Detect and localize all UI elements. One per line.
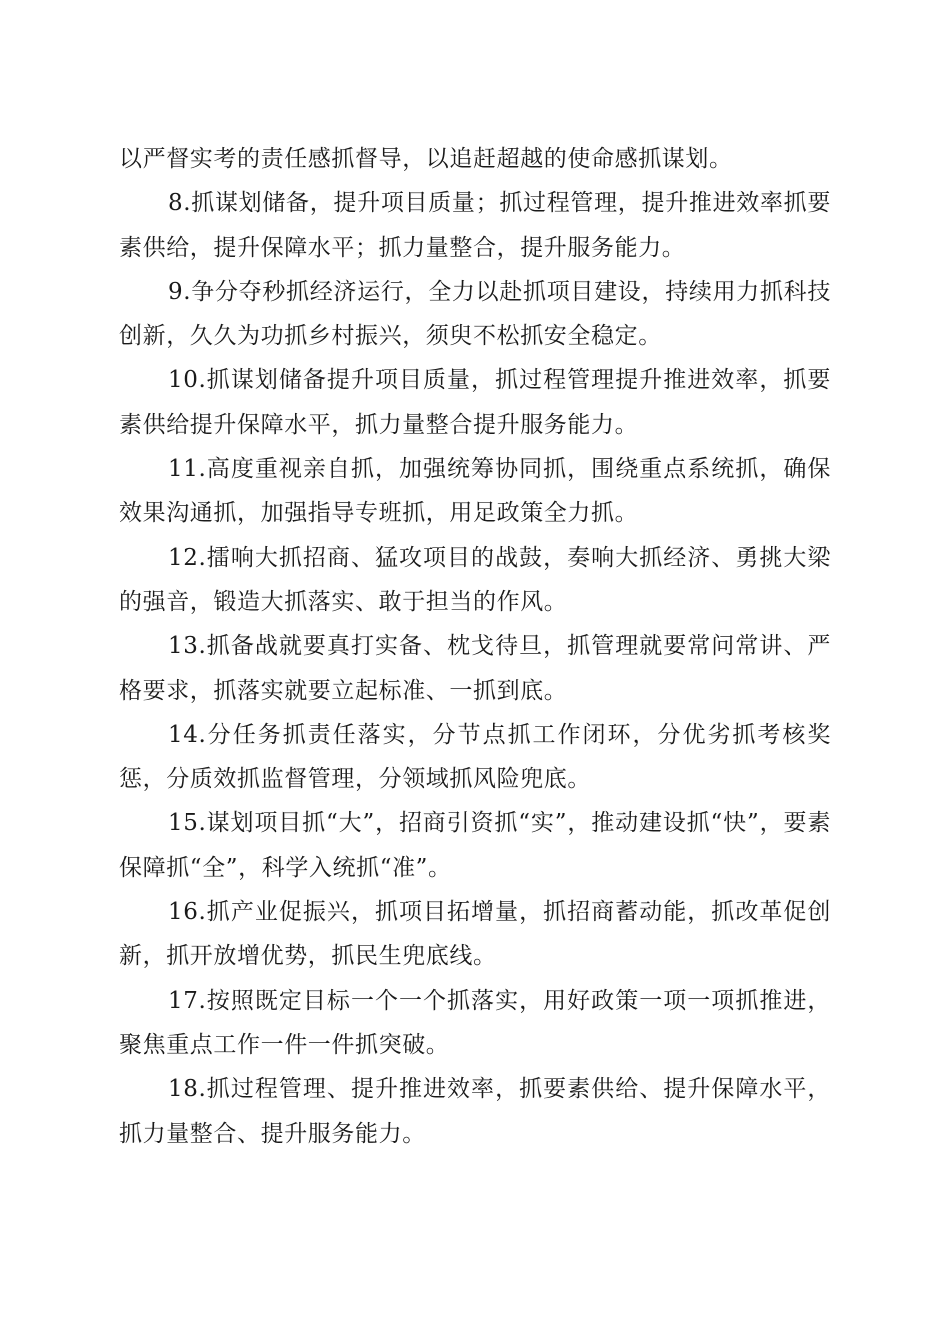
paragraph-continued: 以严督实考的责任感抓督导，以追赶超越的使命感抓谋划。: [119, 146, 733, 172]
paragraph-14: 14.分任务抓责任落实，分节点抓工作闭环，分优劣抓考核奖惩，分质效抓监督管理，分领域抓风险兜底。: [119, 721, 831, 793]
paragraph-16: 16.抓产业促振兴，抓项目拓增量，抓招商蓄动能，抓改革促创新，抓开放增优势，抓民生兜底线。: [119, 899, 831, 970]
paragraph-9: 9.争分夺秒抓经济运行，全力以赴抓项目建设，持续用力抓科技创新，久久为功抓乡村振兴，须臾不松抓安全稳定。: [119, 278, 831, 350]
paragraph-13: 13.抓备战就要真打实备、枕戈待旦，抓管理就要常问常讲、严格要求，抓落实就要立起标准、一抓到底。: [119, 633, 831, 704]
paragraph-15: 15.谋划项目抓“大”，招商引资抓“实”，推动建设抓“快”，要素保障抓“全”，科学入统抓“准”。: [119, 810, 831, 881]
paragraph-11: 11.高度重视亲自抓，加强统筹协同抓，围绕重点系统抓，确保效果沟通抓，加强指导专班抓，用足政策全力抓。: [119, 456, 831, 527]
paragraph-12: 12.擂响大抓招商、猛攻项目的战鼓，奏响大抓经济、勇挑大梁的强音，锻造大抓落实、敢于担当的作风。: [119, 544, 831, 615]
paragraph-10: 10.抓谋划储备提升项目质量，抓过程管理提升推进效率，抓要素供给提升保障水平，抓力量整合提升服务能力。: [119, 367, 831, 438]
paragraph-18: 18.抓过程管理、提升推进效率，抓要素供给、提升保障水平，抓力量整合、提升服务能力。: [119, 1076, 831, 1147]
document-body: [119, 137, 831, 1156]
paragraph-8: 8.抓谋划储备，提升项目质量；抓过程管理，提升推进效率抓要素供给，提升保障水平；抓力量整合，提升服务能力。: [119, 190, 831, 261]
paragraph-17: 17.按照既定目标一个一个抓落实，用好政策一项一项抓推进，聚焦重点工作一件一件抓突破。: [119, 987, 831, 1058]
